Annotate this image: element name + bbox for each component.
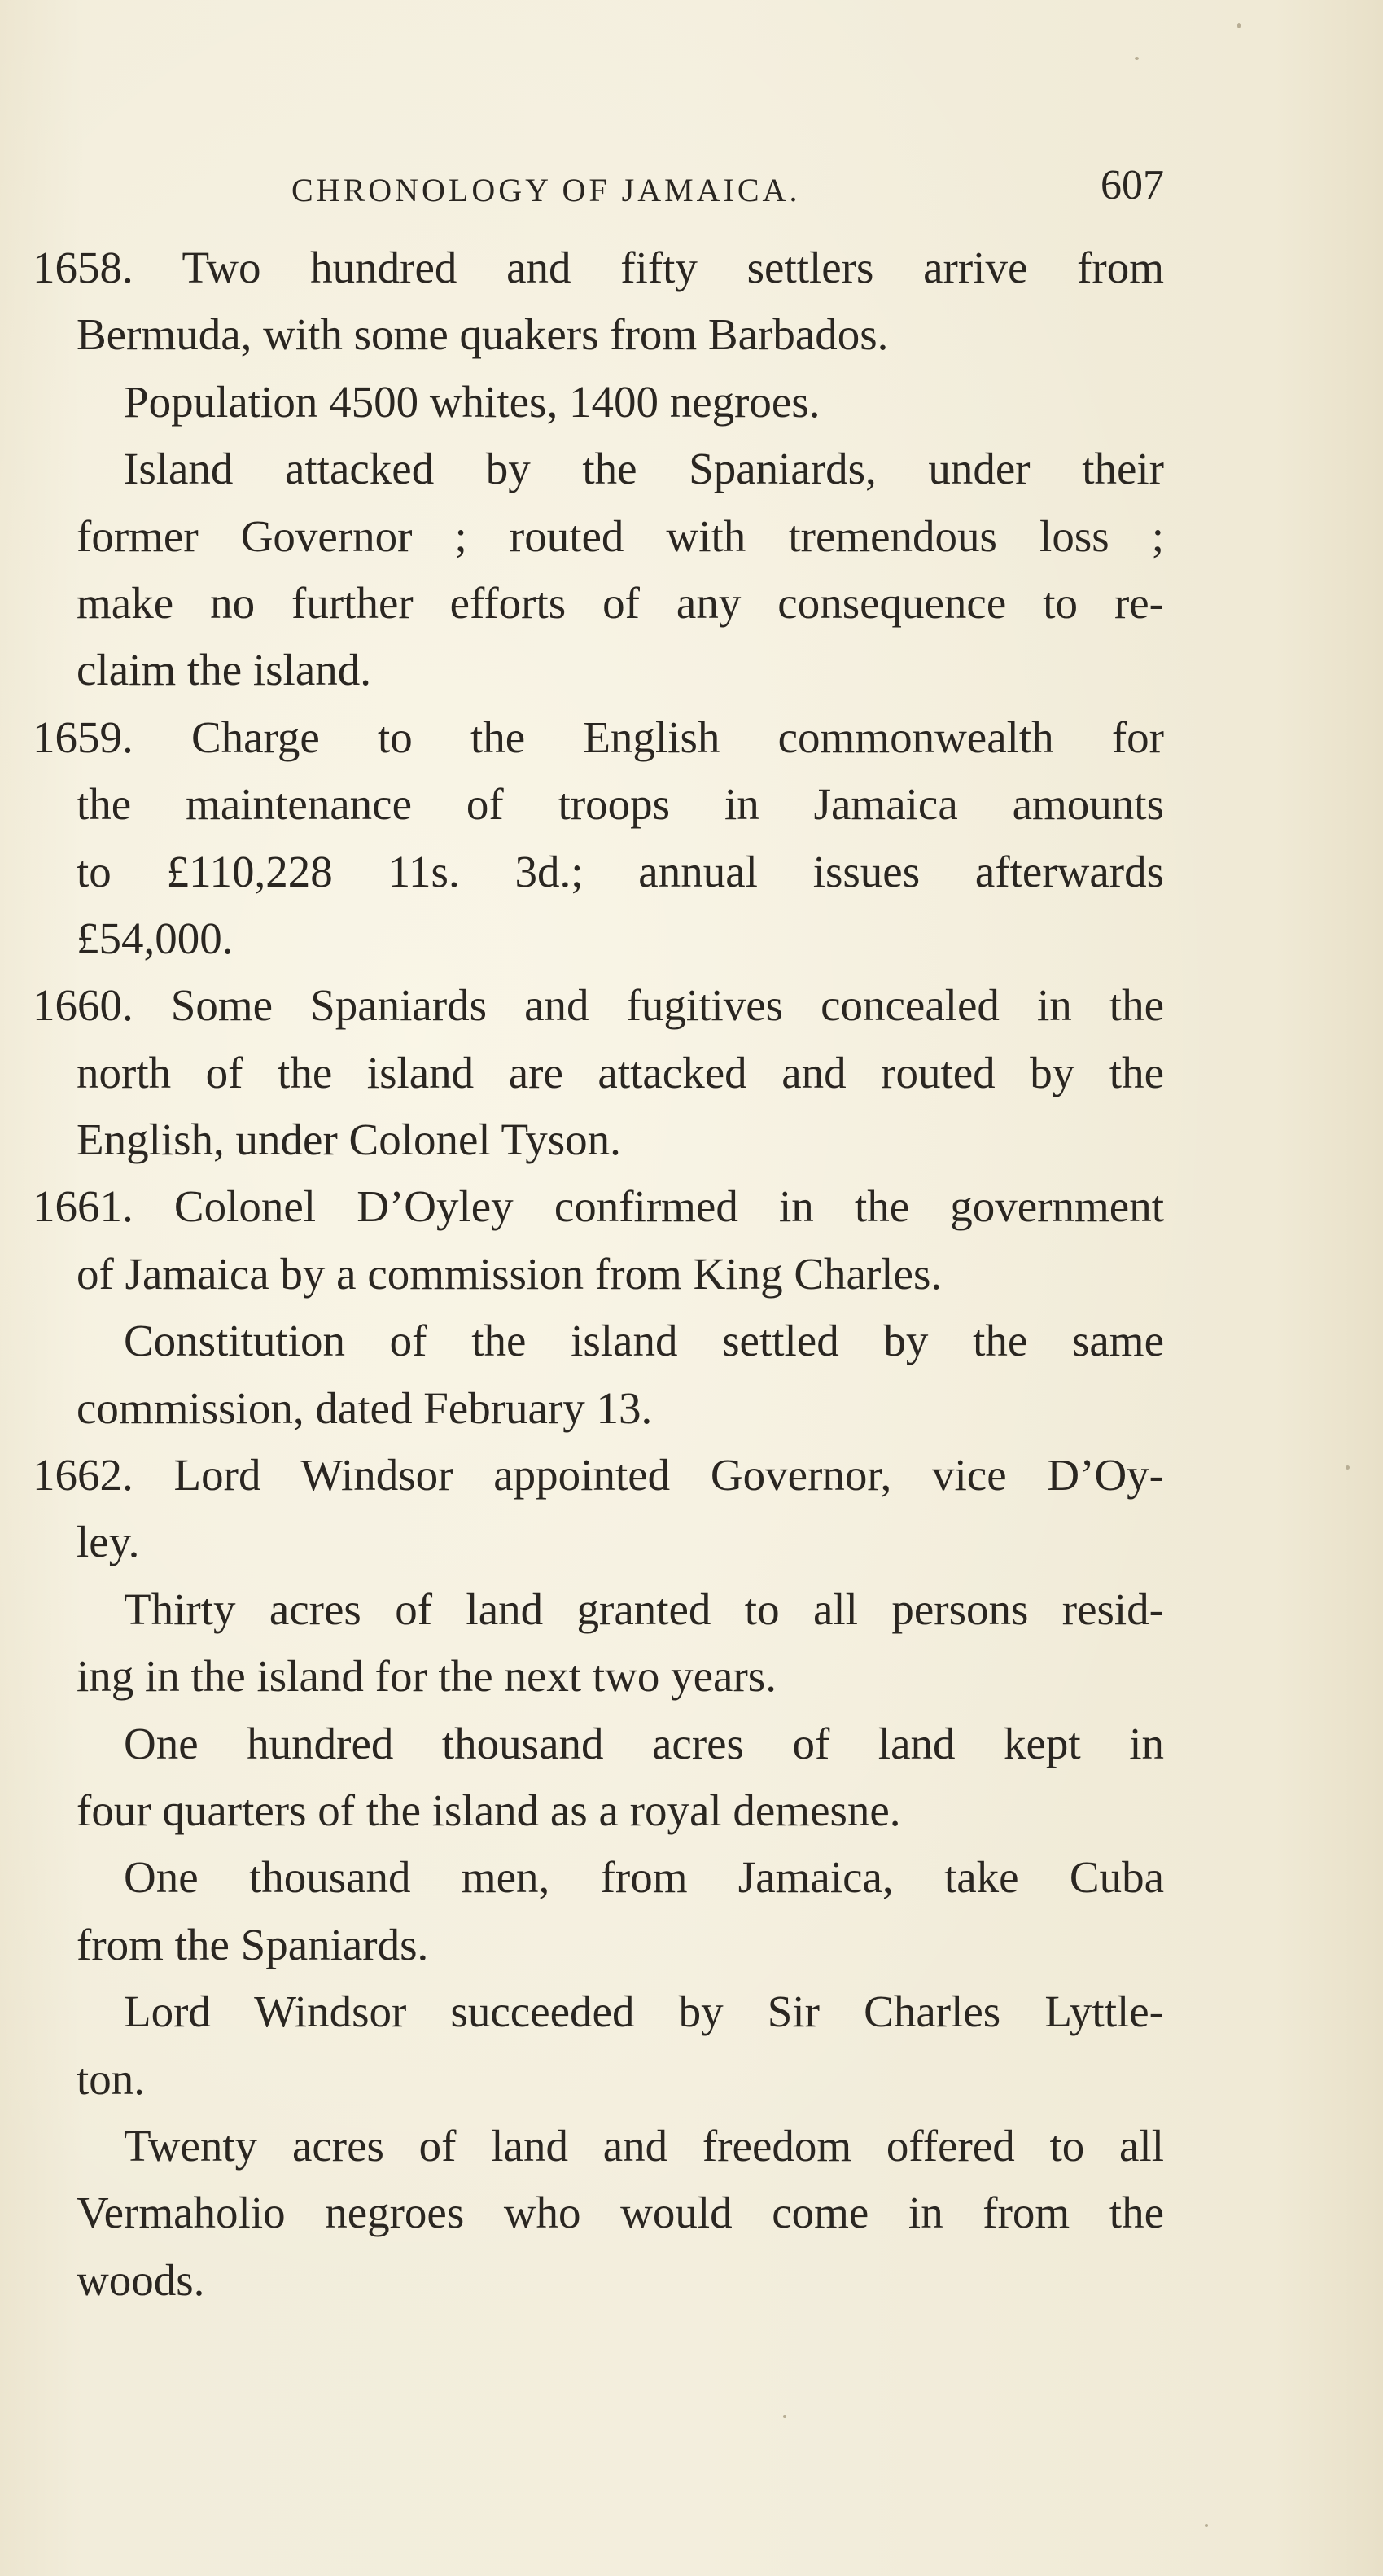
text-line: commission, dated February 13. [77, 1382, 653, 1433]
text-line: 1659. Charge to the English commonwealth for [33, 712, 1164, 762]
text-line: the maintenance of troops in Jamaica amounts [77, 779, 1164, 830]
text-line: of Jamaica by a commission from King Charles. [77, 1248, 943, 1299]
text-line: 1660. Some Spaniards and fugitives concealed in the [33, 980, 1164, 1031]
chronology-text [33, 234, 1164, 2314]
text-line: English, under Colonel Tyson. [77, 1115, 621, 1165]
text-line: 1658. Two hundred and fifty settlers arrive from [33, 243, 1164, 292]
text-line: ton. [77, 2053, 146, 2104]
page-header [33, 161, 1164, 213]
text-line: £54,000. [77, 913, 234, 963]
text-line: Thirty acres of land granted to all persons resid- [124, 1584, 1164, 1634]
paper-speck [1205, 2524, 1208, 2527]
text-line: Island attacked by the Spaniards, under their [124, 444, 1164, 494]
text-line: One thousand men, from Jamaica, take Cuba [124, 1852, 1164, 1903]
text-line: Twenty acres of land and freedom offered to all [124, 2120, 1164, 2171]
text-line: Population 4500 whites, 1400 negroes. [124, 376, 821, 427]
paper-speck [1346, 1465, 1350, 1470]
text-line: Bermuda, with some quakers from Barbados. [77, 309, 889, 360]
page-number: 607 [1101, 162, 1164, 208]
text-line: 1661. Colonel D’Oyley confirmed in the government [33, 1181, 1164, 1232]
text-line: make no further efforts of any consequence to re- [77, 577, 1164, 628]
paper-speck [783, 2415, 786, 2418]
text-line: from the Spaniards. [77, 1919, 429, 1969]
running-head: CHRONOLOGY OF JAMAICA. [291, 172, 801, 208]
text-line: ing in the island for the next two years. [77, 1651, 777, 1702]
text-line: former Governor ; routed with tremendous loss ; [77, 510, 1164, 561]
text-line: ley. [77, 1517, 140, 1567]
text-line: woods. [77, 2254, 205, 2305]
text-line: four quarters of the island as a royal demesne. [77, 1785, 901, 1835]
text-line: claim the island. [77, 645, 371, 695]
text-line: One hundred thousand acres of land kept in [124, 1718, 1164, 1768]
paper-speck [1237, 23, 1241, 28]
text-line: Constitution of the island settled by the same [124, 1316, 1164, 1366]
text-line: to £110,228 11s. 3d.; annual issues afterwards [77, 846, 1164, 896]
text-line: 1662. Lord Windsor appointed Governor, vice D’Oy- [33, 1450, 1164, 1500]
paper-speck [1135, 57, 1139, 60]
text-line: north of the island are attacked and routed by the [77, 1047, 1164, 1097]
text-line: Lord Windsor succeeded by Sir Charles Lyttle- [124, 1987, 1164, 2037]
text-line: Vermaholio negroes who would come in from the [77, 2188, 1164, 2238]
